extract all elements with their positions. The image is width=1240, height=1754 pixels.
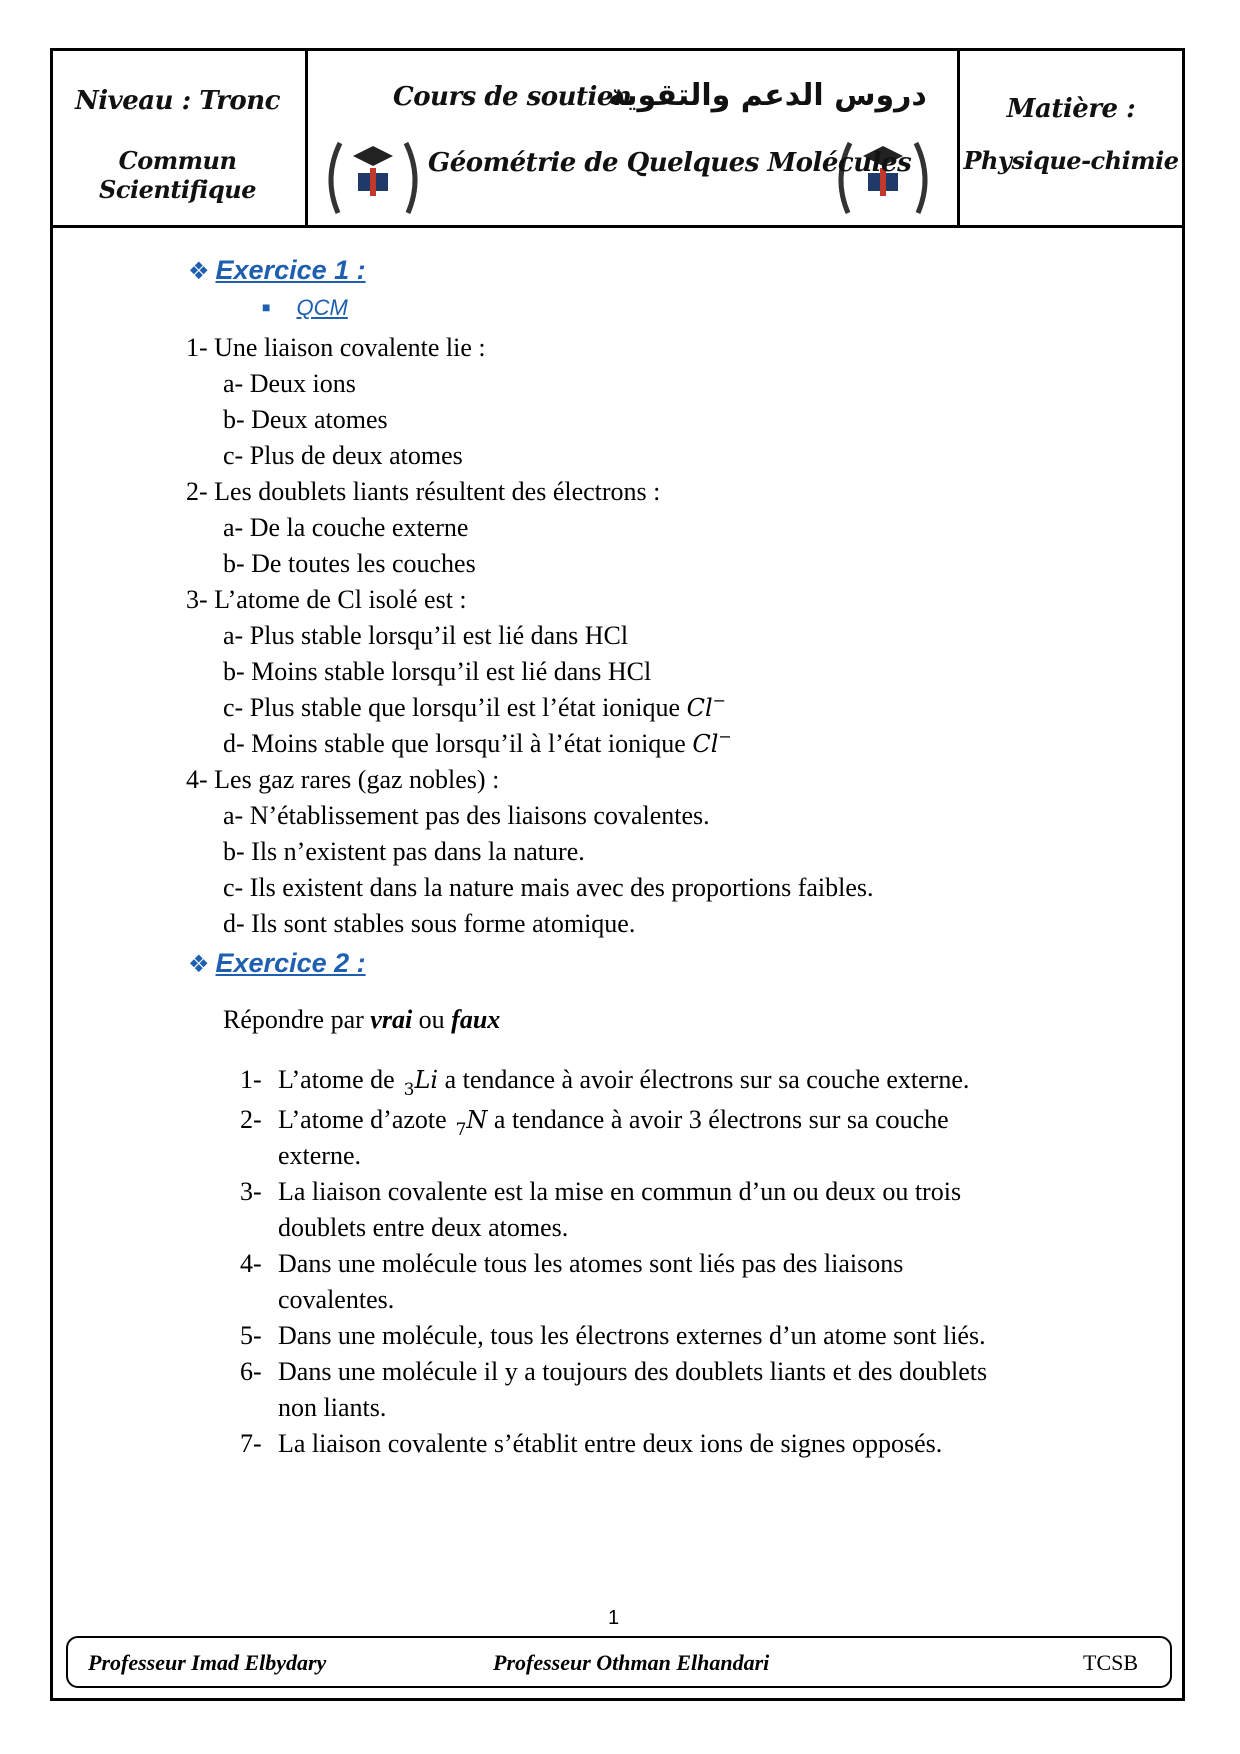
statement-1-number: 1-	[240, 1065, 262, 1094]
statement-6: Dans une molécule il y a toujours des doublets liants et des doublets	[278, 1357, 988, 1386]
statement-1-pre: L’atome de	[278, 1065, 402, 1094]
question-1-option-c: c- Plus de deux atomes	[223, 441, 463, 470]
exercise1-subheading	[262, 295, 348, 321]
exercise2-title: Exercice 2 :	[215, 948, 366, 978]
instruction-false: faux	[451, 1005, 501, 1034]
nitrogen-atomic-number: 7	[455, 1120, 467, 1140]
question-2: 2- Les doublets liants résultent des électrons :	[186, 477, 661, 506]
question-3-option-a: a- Plus stable lorsqu’il est lié dans HCl	[223, 621, 629, 650]
question-2-option-b: b- De toutes les couches	[223, 549, 476, 578]
lithium-atomic-number: 3	[403, 1080, 415, 1100]
question-3-option-c-text: c- Plus stable que lorsqu’il est l’état ionique	[223, 693, 687, 722]
question-3: 3- L’atome de Cl isolé est :	[186, 585, 467, 614]
statement-3: La liaison covalente est la mise en commun d’un ou deux ou trois	[278, 1177, 962, 1206]
question-4-option-b: b- Ils n’existent pas dans la nature.	[223, 837, 585, 866]
lithium-symbol	[401, 1066, 439, 1100]
nitrogen-symbol-text: N	[466, 1106, 488, 1134]
square-bullet-icon: ■	[262, 299, 271, 315]
chloride-charge: −	[712, 691, 727, 710]
statement-1-post: a tendance à avoir électrons sur sa couche externe.	[438, 1065, 970, 1094]
chloride-ion-formula	[686, 691, 727, 722]
footer-author-1: Professeur Imad Elbydary	[88, 1650, 327, 1675]
chloride-charge: −	[718, 727, 732, 746]
question-4: 4- Les gaz rares (gaz nobles) :	[186, 765, 500, 794]
chloride-symbol: Cl	[692, 730, 719, 758]
question-1-option-a: a- Deux ions	[223, 369, 356, 398]
footer-author-2: Professeur Othman Elhandari	[493, 1650, 770, 1675]
question-4-option-c: c- Ils existent dans la nature mais avec des proportions faibles.	[223, 873, 874, 902]
chloride-symbol: Cl	[686, 694, 713, 722]
header-subject-line1: Matière :	[1006, 94, 1136, 124]
diamond-bullet-icon: ❖	[188, 951, 210, 978]
statement-7-number: 7-	[240, 1429, 262, 1458]
exercise1-title: Exercice 1 :	[215, 255, 366, 285]
statement-2	[278, 1105, 949, 1138]
statement-3-continued: doublets entre deux atomes.	[278, 1213, 569, 1242]
exercise2-instruction	[223, 1005, 500, 1035]
question-4-option-d: d- Ils sont stables sous forme atomique.	[223, 909, 636, 938]
lithium-symbol-text: Li	[414, 1066, 439, 1094]
chloride-ion-formula	[692, 727, 732, 758]
statement-6-continued: non liants.	[278, 1393, 387, 1422]
exercise1-heading	[188, 255, 366, 286]
question-1-option-b: b- Deux atomes	[223, 405, 388, 434]
exercise1-subtitle: QCM	[296, 295, 348, 320]
statement-4-number: 4-	[240, 1249, 262, 1278]
statement-2-continued: externe.	[278, 1141, 362, 1170]
exercise2-heading	[188, 948, 366, 979]
statement-4-continued: covalentes.	[278, 1285, 395, 1314]
statement-7: La liaison covalente s’établit entre deux ions de signes opposés.	[278, 1429, 943, 1458]
instruction-text: Répondre par	[223, 1005, 371, 1034]
statement-2-pre: L’atome d’azote	[278, 1105, 454, 1134]
question-1: 1- Une liaison covalente lie :	[186, 333, 486, 362]
question-3-option-d	[223, 729, 732, 762]
statement-1	[278, 1065, 969, 1098]
statement-2-number: 2-	[240, 1105, 262, 1134]
page-number: 1	[608, 1607, 620, 1629]
header-level-line1: Niveau : Tronc	[75, 86, 280, 116]
header-course-type-arabic: دروس الدعم والتقوية	[608, 78, 927, 113]
instruction-true: vrai	[370, 1005, 413, 1034]
header-course-title: Géométrie de Quelques Molécules	[428, 148, 912, 178]
diamond-bullet-icon: ❖	[188, 258, 210, 285]
statement-4: Dans une molécule tous les atomes sont liés pas des liaisons	[278, 1249, 904, 1278]
statement-2-post: a tendance à avoir 3 électrons sur sa couche	[487, 1105, 949, 1134]
statement-6-number: 6-	[240, 1357, 262, 1386]
footer-class-code: TCSB	[1083, 1650, 1139, 1675]
header-subject-line2: Physique-chimie	[963, 146, 1179, 175]
header-level-line2: Commun Scientifique	[99, 146, 256, 204]
statement-5: Dans une molécule, tous les électrons externes d’un atome sont liés.	[278, 1321, 986, 1350]
question-3-option-c	[223, 693, 726, 726]
question-3-option-b: b- Moins stable lorsqu’il est lié dans HCl	[223, 657, 652, 686]
instruction-or: ou	[412, 1005, 452, 1034]
question-3-option-d-text: d- Moins stable que lorsqu’il à l’état ionique	[223, 729, 693, 758]
statement-5-number: 5-	[240, 1321, 262, 1350]
nitrogen-symbol	[453, 1106, 488, 1140]
header-course-type: Cours de soutien	[393, 82, 632, 112]
question-4-option-a: a- N’établissement pas des liaisons covalentes.	[223, 801, 710, 830]
document-footer	[66, 1636, 1172, 1688]
question-2-option-a: a- De la couche externe	[223, 513, 469, 542]
statement-3-number: 3-	[240, 1177, 262, 1206]
